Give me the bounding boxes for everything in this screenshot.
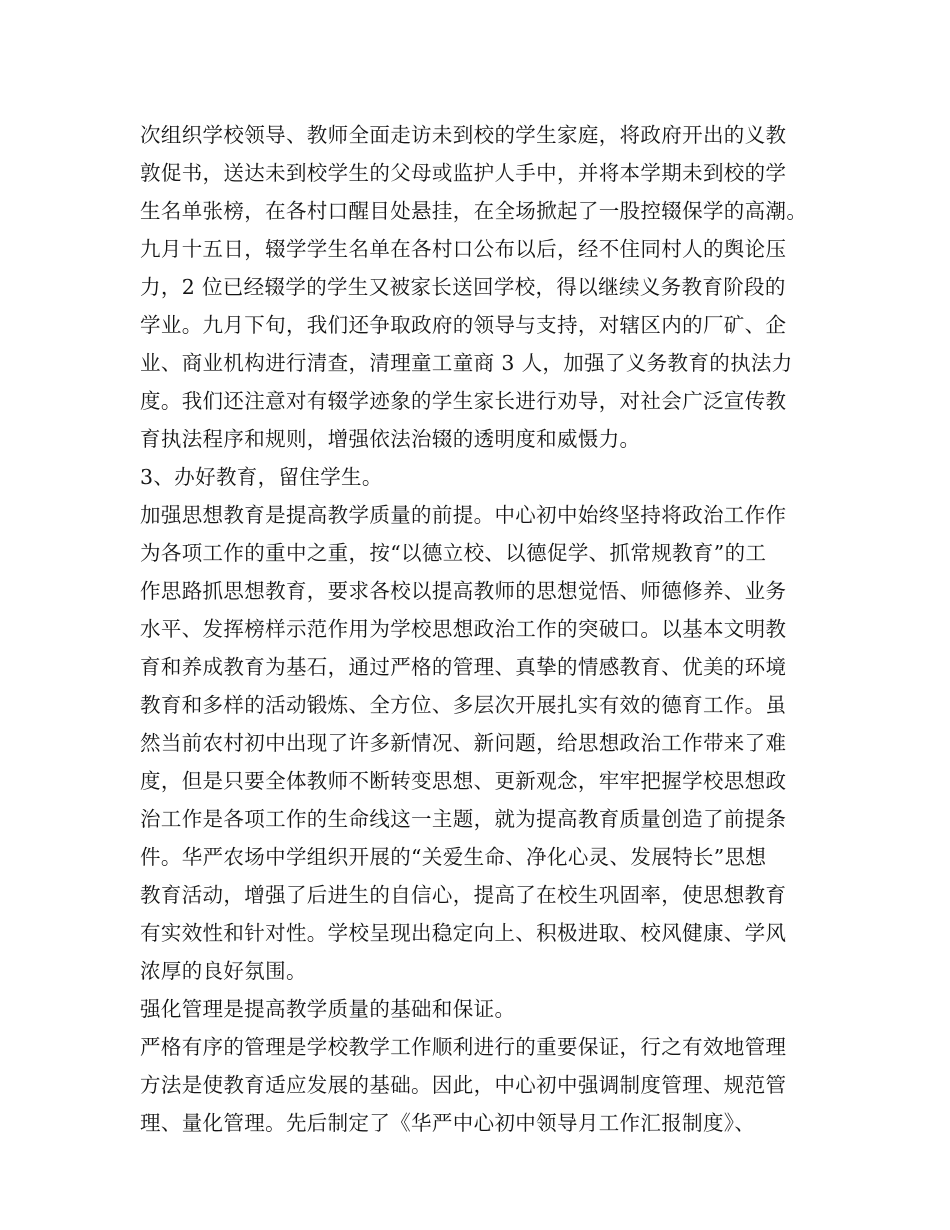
text-line: 生名单张榜，在各村口醒目处悬挂，在全场掀起了一股控辍保学的高潮。 [140, 199, 808, 223]
text-line: 度，但是只要全体教师不断转变思想、更新观念，牢牢把握学校思想政 [140, 769, 787, 793]
text-line: 力，2 位已经辍学的学生又被家长送回学校，得以继续义务教育阶段的 [140, 275, 786, 299]
document-body [140, 116, 830, 1142]
text-line: 浓厚的良好氛围。 [140, 959, 307, 983]
section-heading: 3、办好教育，留住学生。 [140, 465, 383, 489]
text-line: 敦促书，送达未到校学生的父母或监护人手中，并将本学期未到校的学 [140, 161, 787, 185]
text-line: 治工作是各项工作的生命线这一主题，就为提高教育质量创造了前提条 [140, 807, 787, 831]
text-line: 水平、发挥榜样示范作用为学校思想政治工作的突破口。以基本文明教 [140, 617, 787, 641]
text-line: 件。华严农场中学组织开展的“关爱生命、净化心灵、发展特长”思想 [140, 845, 767, 869]
text-line: 有实效性和针对性。学校呈现出稳定向上、积极进取、校风健康、学风 [140, 921, 787, 945]
text-line: 次组织学校领导、教师全面走访未到校的学生家庭，将政府开出的义教 [140, 123, 787, 147]
text-line: 为各项工作的重中之重，按“以德立校、以德促学、抓常规教育”的工 [140, 541, 767, 565]
text-line: 学业。九月下旬，我们还争取政府的领导与支持，对辖区内的厂矿、企 [140, 313, 787, 337]
text-line: 育执法程序和规则，增强依法治辍的透明度和威慑力。 [140, 427, 641, 451]
text-line: 育和养成教育为基石，通过严格的管理、真挚的情感教育、优美的环境 [140, 655, 787, 679]
text-line: 然当前农村初中出现了许多新情况、新问题，给思想政治工作带来了难 [140, 731, 787, 755]
text-line: 强化管理是提高教学质量的基础和保证。 [140, 997, 516, 1021]
text-line: 作思路抓思想教育，要求各校以提高教师的思想觉悟、师德修养、业务 [140, 579, 787, 603]
text-line: 度。我们还注意对有辍学迹象的学生家长进行劝导，对社会广泛宣传教 [140, 389, 787, 413]
text-line: 九月十五日，辍学学生名单在各村口公布以后，经不住同村人的舆论压 [140, 237, 787, 261]
text-line: 理、量化管理。先后制定了《华严中心初中领导月工作汇报制度》、 [140, 1111, 756, 1135]
text-line: 严格有序的管理是学校教学工作顺利进行的重要保证，行之有效地管理 [140, 1035, 787, 1059]
text-line: 加强思想教育是提高教学质量的前提。中心初中始终坚持将政治工作作 [140, 503, 787, 527]
text-line: 方法是使教育适应发展的基础。因此，中心初中强调制度管理、规范管 [140, 1073, 787, 1097]
text-line: 教育和多样的活动锻炼、全方位、多层次开展扎实有效的德育工作。虽 [140, 693, 787, 717]
text-line: 教育活动，增强了后进生的自信心，提高了在校生巩固率，使思想教育 [140, 883, 787, 907]
text-line: 业、商业机构进行清查，清理童工童商 3 人，加强了义务教育的执法力 [140, 351, 793, 375]
